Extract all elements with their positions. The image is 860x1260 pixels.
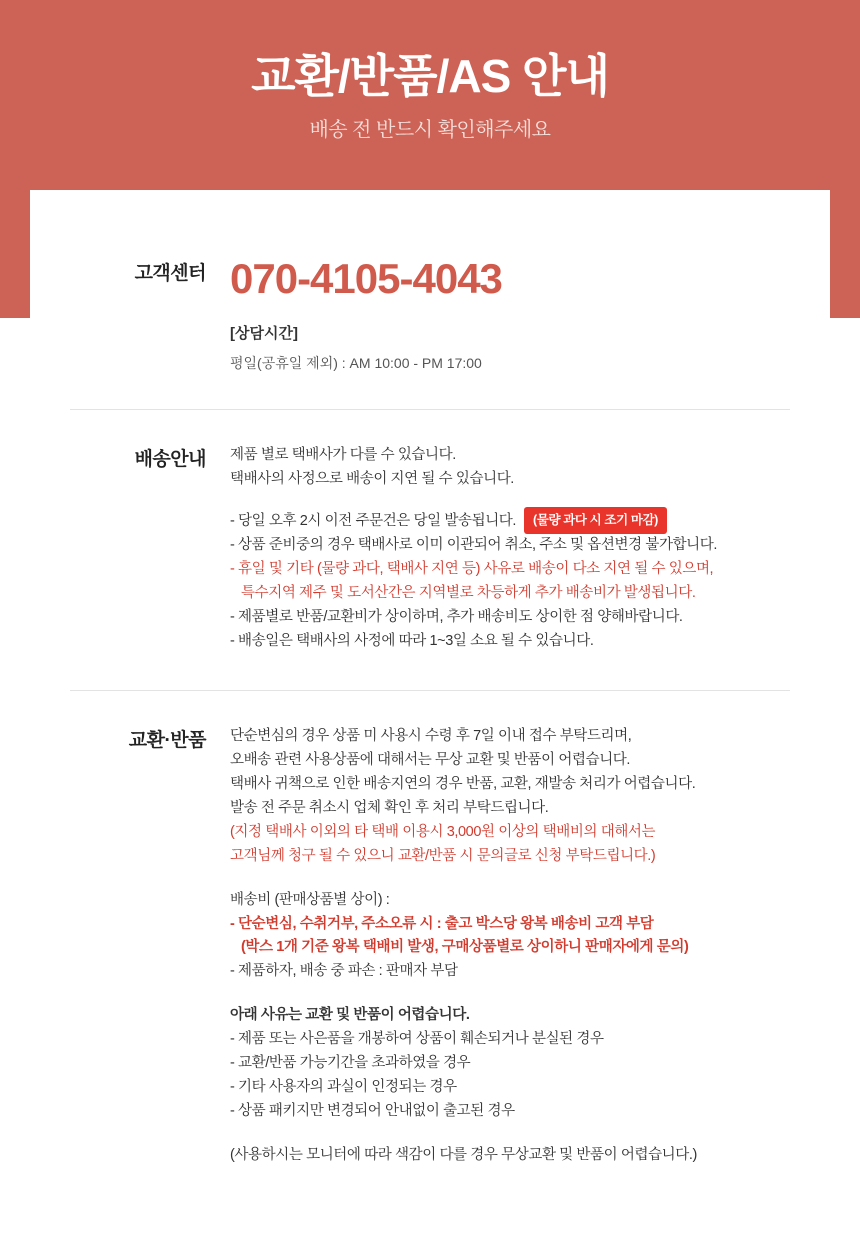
exchange-para1-1: 단순변심의 경우 상품 미 사용시 수령 후 7일 이내 접수 부탁드리며,	[230, 728, 632, 745]
exchange-reject-title: 아래 사유는 교환 및 반품이 어렵습니다.	[230, 1007, 470, 1024]
exchange-para1-red-2: 고객님께 청구 될 수 있으니 교환/반품 시 문의글로 신청 부탁드립니다.)	[230, 847, 656, 864]
exchange-body	[230, 725, 830, 1168]
delivery-intro-2: 택배사의 사정으로 배송이 지연 될 수 있습니다.	[230, 470, 514, 487]
customer-center-phone: 070-4105-4043	[230, 255, 502, 302]
customer-center-hours: 평일(공휴일 제외) : AM 10:00 - PM 17:00	[230, 355, 482, 371]
spacer	[230, 492, 800, 507]
section-customer-center	[30, 190, 830, 373]
exchange-reject-4: - 상품 패키지만 변경되어 안내없이 출고된 경우	[230, 1102, 515, 1119]
exchange-para1-3: 택배사 귀책으로 인한 배송지연의 경우 반품, 교환, 재발송 처리가 어렵습니다.	[230, 775, 696, 792]
exchange-reject-2: - 교환/반품 가능기간을 초과하였을 경우	[230, 1055, 471, 1072]
customer-center-label: 고객센터	[134, 263, 206, 284]
exchange-label: 교환·반품	[128, 730, 206, 752]
section-exchange-return	[30, 691, 830, 1168]
delivery-cutoff-badge: (물량 과다 시 조기 마감)	[524, 507, 667, 535]
delivery-item-3: - 휴일 및 기타 (물량 과다, 택배사 지연 등) 사유로 배송이 다소 지연 될 수 있으며,	[230, 561, 714, 578]
exchange-para1-2: 오배송 관련 사용상품에 대해서는 무상 교환 및 반품이 어렵습니다.	[230, 752, 631, 768]
delivery-item-2: - 상품 준비중의 경우 택배사로 이미 이관되어 취소, 주소 및 옵션변경 불가합니다.	[230, 537, 718, 554]
exchange-fee-red-1: - 단순변심, 수취거부, 주소오류 시 : 출고 박스당 왕복 배송비 고객 부담	[230, 915, 654, 932]
exchange-reject-3: - 기타 사용자의 과실이 인정되는 경우	[230, 1079, 457, 1096]
spacer	[230, 1124, 800, 1144]
delivery-item-6: - 배송일은 택배사의 사정에 따라 1~3일 소요 될 수 있습니다.	[230, 633, 594, 650]
exchange-fee-title: 배송비 (판매상품별 상이) :	[230, 891, 390, 908]
delivery-item-1-row	[230, 507, 800, 535]
customer-center-hours-title: [상담시간]	[230, 325, 298, 342]
customer-center-body	[230, 255, 830, 373]
page-title: 교환/반품/AS 안내	[251, 50, 609, 102]
delivery-label: 배송안내	[134, 449, 206, 470]
spacer	[230, 984, 800, 1004]
exchange-para1-4: 발송 전 주문 취소시 업체 확인 후 처리 부탁드립니다.	[230, 799, 549, 816]
exchange-para1-red-1: (지정 택배사 이외의 타 택배 이용시 3,000원 이상의 택배비의 대해서는	[230, 823, 656, 840]
page-subtitle: 배송 전 반드시 확인해주세요	[309, 119, 551, 141]
exchange-footnote: (사용하시는 모니터에 따라 색감이 다를 경우 무상교환 및 반품이 어렵습니다.)	[230, 1146, 697, 1163]
spacer	[230, 869, 800, 889]
content-card	[30, 190, 830, 1240]
section-delivery	[30, 410, 830, 654]
exchange-fee-red-2: (박스 1개 기준 왕복 택배비 발생, 구매상품별로 상이하니 판매자에게 문의)	[241, 939, 689, 956]
exchange-reject-1: - 제품 또는 사은품을 개봉하여 상품이 훼손되거나 분실된 경우	[230, 1031, 604, 1048]
delivery-body	[230, 444, 830, 654]
delivery-item-4: 특수지역 제주 및 도서산간은 지역별로 차등하게 추가 배송비가 발생됩니다.	[241, 585, 696, 602]
delivery-item-5: - 제품별로 반품/교환비가 상이하며, 추가 배송비도 상이한 점 양해바랍니다.	[230, 609, 683, 626]
exchange-fee-normal: - 제품하자, 배송 중 파손 : 판매자 부담	[230, 963, 458, 980]
delivery-intro-1: 제품 별로 택배사가 다를 수 있습니다.	[230, 447, 456, 463]
delivery-item-1: - 당일 오후 2시 이전 주문건은 당일 발송됩니다.	[230, 512, 517, 529]
